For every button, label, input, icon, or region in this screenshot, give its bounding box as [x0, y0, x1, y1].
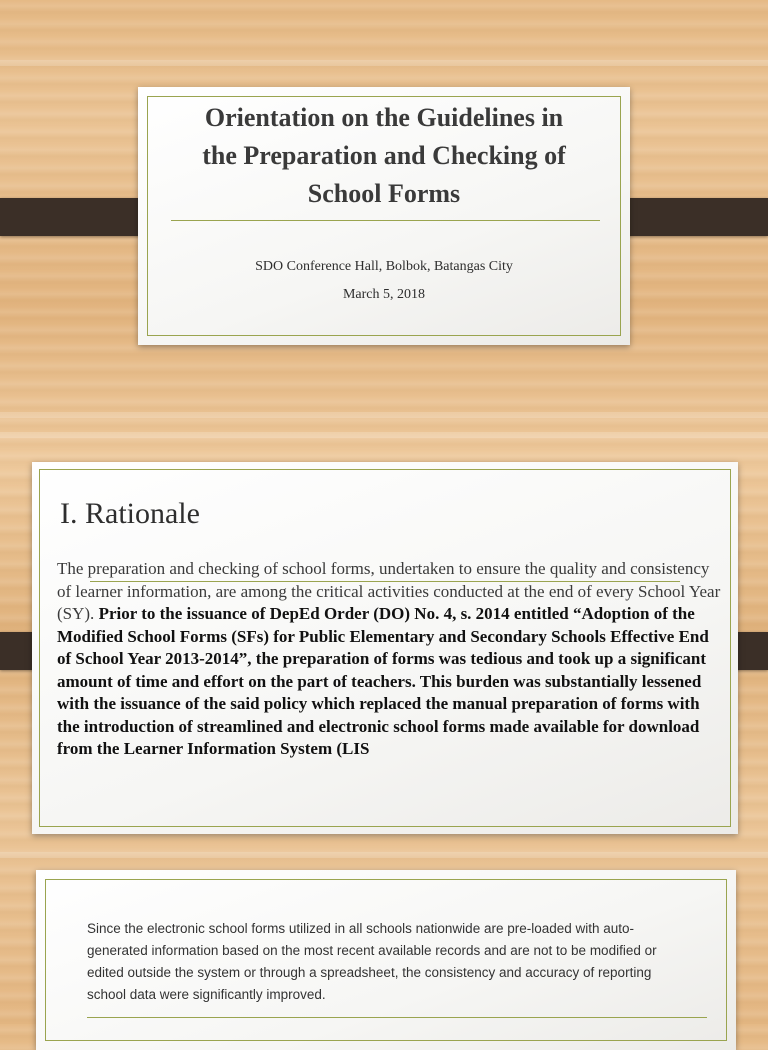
wood-grain-band [0, 852, 768, 858]
content-slide [36, 870, 736, 1050]
slide-title-line: School Forms [307, 179, 461, 208]
slide-strap-left [0, 198, 156, 236]
wood-grain-band [0, 60, 768, 66]
date-text: March 5, 2018 [342, 287, 426, 302]
rationale-text-normal: The preparation and checking of school forms, undertaken to ensure the quality and consistency of learner information, are among the critical activities conducted at the end of every School Year (SY). [57, 559, 721, 623]
title-slide [138, 87, 630, 345]
rationale-paragraph [57, 558, 722, 761]
wood-grain-band [0, 412, 768, 418]
title-divider [171, 220, 600, 221]
content-divider [87, 1017, 707, 1018]
content-paragraph: Since the electronic school forms utilized in all schools nationwide are pre-loaded with auto-generated information based on the most recent available records and are not to be modified or edited outside the system or through a spreadsheet, the consistency and accuracy of reporting school data were significantly improved. [87, 921, 657, 1002]
wood-grain-band [0, 432, 768, 438]
slide-strap-right [612, 198, 768, 236]
slide-title-line: Orientation on the Guidelines in [204, 103, 564, 132]
rationale-text-bold: Prior to the issuance of DepEd Order (DO) No. 4, s. 2014 entitled “Adoption of the Modified School Forms (SFs) for Public Elementary and Secondary Schools Effective End of School Year 2013-2014”, the preparation of forms was tedious and took up a significant amount of time and effort on the part of teachers. This burden was substantially lessened with the issuance of the said policy which replaced the manual preparation of forms with the introduction of streamlined and electronic school forms made available for download from the Learner Information System (LIS [57, 604, 709, 758]
venue-text: SDO Conference Hall, Bolbok, Batangas City [255, 259, 513, 274]
slide-title-line: the Preparation and Checking of [202, 141, 566, 170]
slide-title [148, 99, 620, 213]
rationale-slide [32, 462, 738, 834]
section-heading: I. Rationale [60, 497, 200, 530]
